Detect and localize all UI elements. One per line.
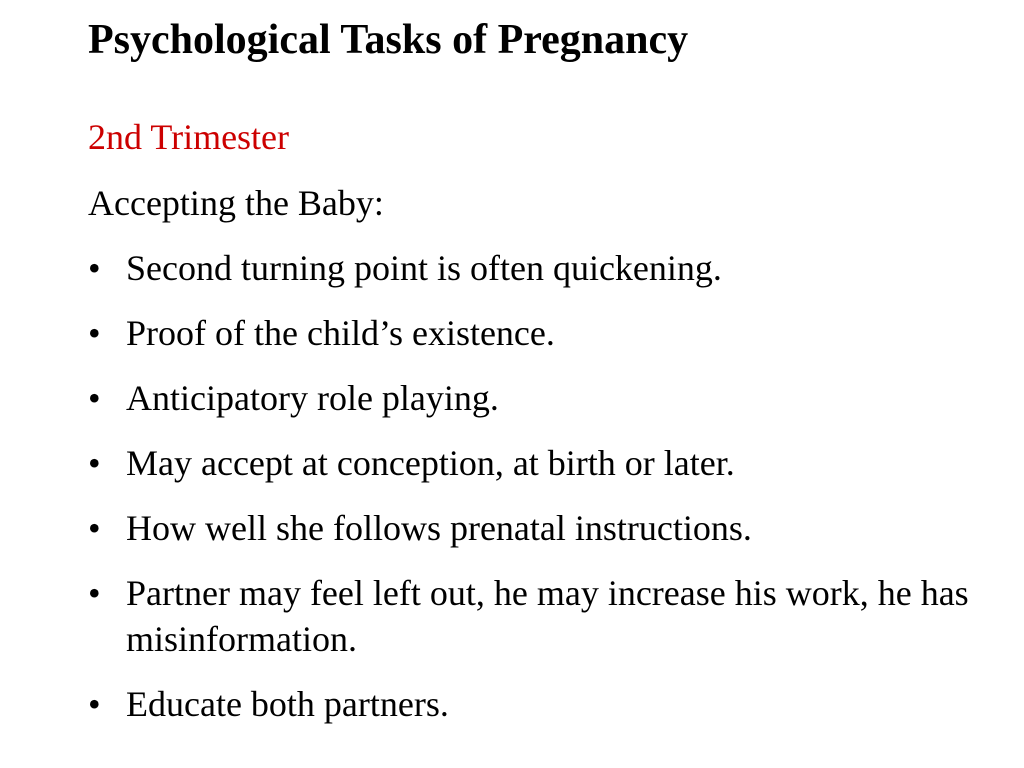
bullet-item bbox=[88, 681, 988, 727]
bullet-item bbox=[88, 375, 988, 421]
bullet-item bbox=[88, 245, 988, 291]
slide-subtitle: 2nd Trimester bbox=[88, 117, 290, 157]
bullet-item bbox=[88, 440, 988, 486]
bullet-text: Proof of the child’s existence. bbox=[126, 313, 555, 353]
slide-title: Psychological Tasks of Pregnancy bbox=[88, 17, 689, 63]
section-heading: Accepting the Baby: bbox=[88, 183, 384, 223]
bullet-text: May accept at conception, at birth or later. bbox=[126, 443, 735, 483]
bullet-icon: • bbox=[88, 443, 101, 483]
bullet-text: How well she follows prenatal instructions. bbox=[126, 508, 752, 548]
bullet-icon: • bbox=[88, 508, 101, 548]
bullet-icon: • bbox=[88, 313, 101, 353]
bullet-text: Anticipatory role playing. bbox=[126, 378, 499, 418]
bullet-icon: • bbox=[88, 248, 101, 288]
bullet-item bbox=[88, 570, 988, 662]
bullet-item bbox=[88, 310, 988, 356]
bullet-text: Educate both partners. bbox=[126, 684, 449, 724]
bullet-item bbox=[88, 505, 988, 551]
bullet-list bbox=[88, 245, 988, 746]
bullet-text: Second turning point is often quickening. bbox=[126, 248, 722, 288]
bullet-icon: • bbox=[88, 573, 101, 613]
bullet-icon: • bbox=[88, 684, 101, 724]
bullet-icon: • bbox=[88, 378, 101, 418]
bullet-text: Partner may feel left out, he may increase his work, he has misinformation. bbox=[126, 573, 969, 659]
